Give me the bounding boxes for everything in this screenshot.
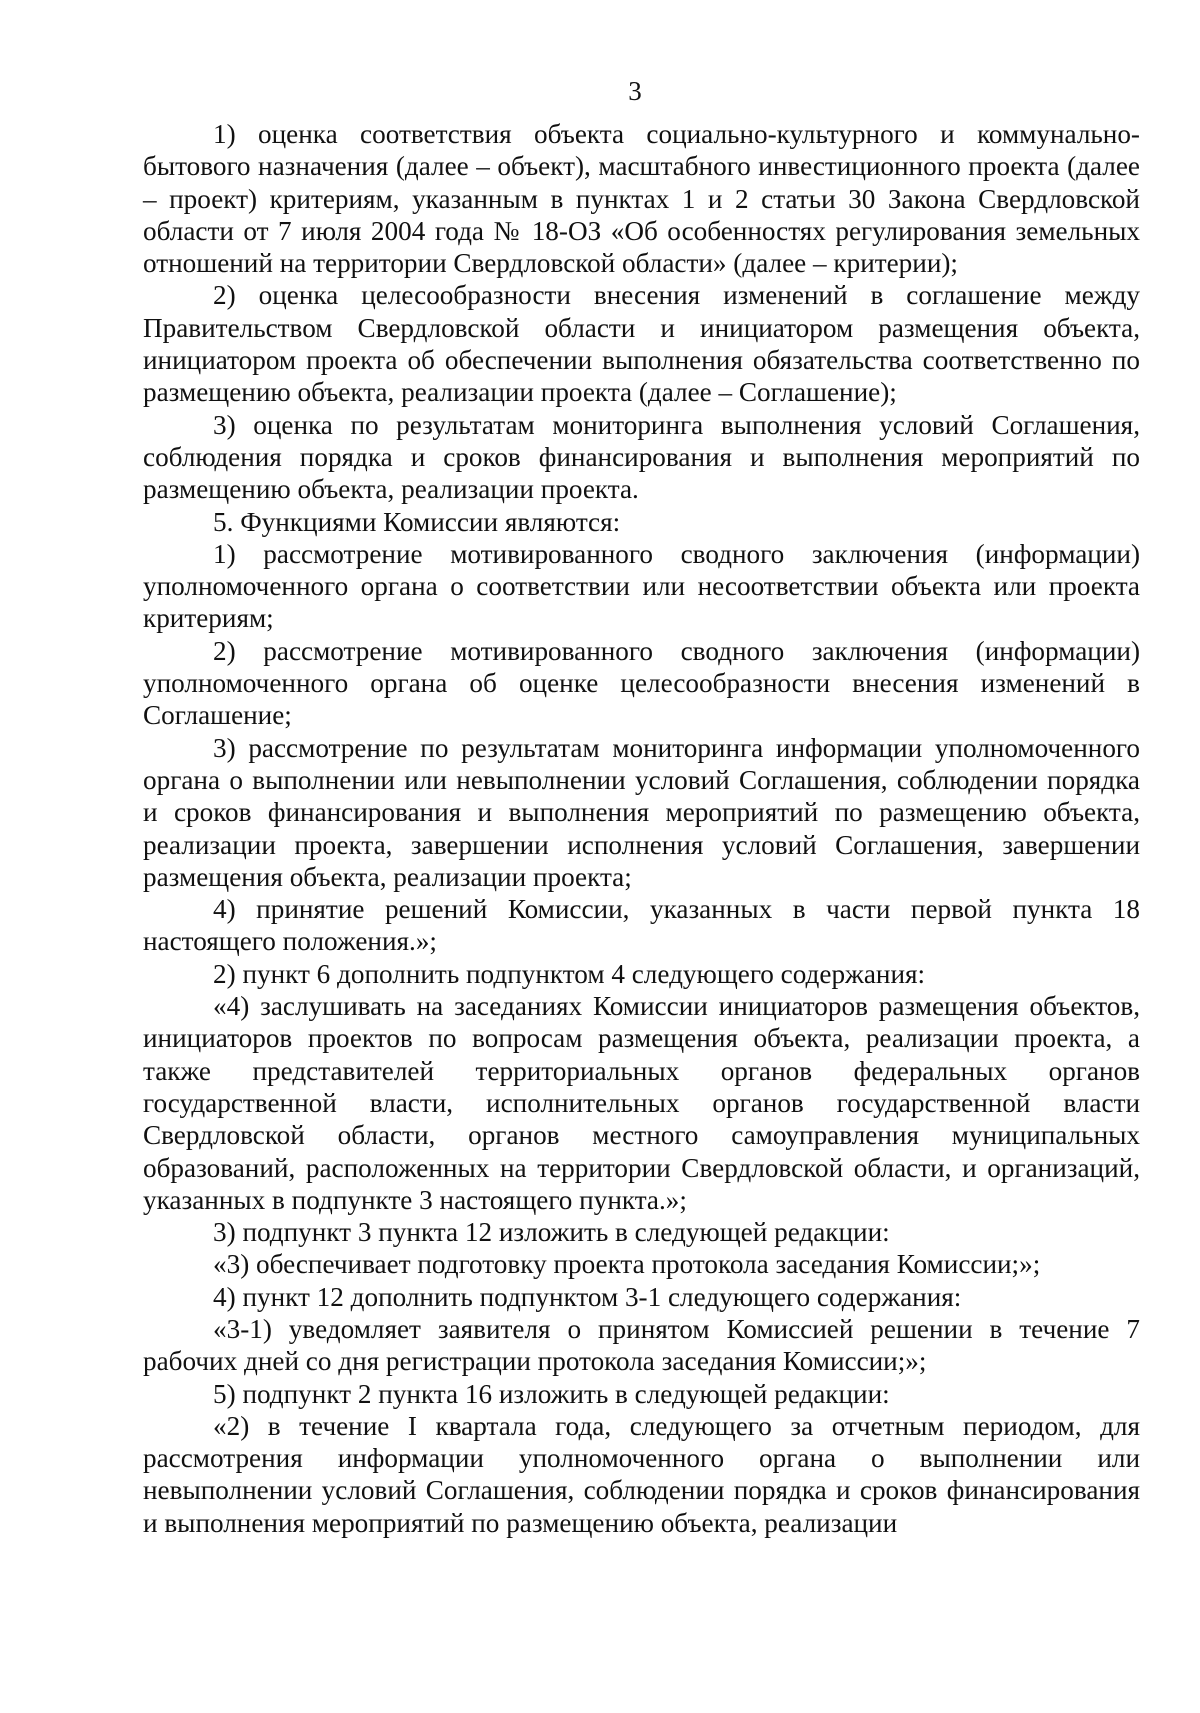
paragraph: 2) рассмотрение мотивированного сводного заключения (информации) уполномоченного органа об оценке целесообразности внесения изменений в Соглашение; [143,635,1140,731]
paragraph: 3) оценка по результатам мониторинга выполнения условий Соглашения, соблюдения порядка и сроков финансирования и выполнения мероприятий по размещению объекта, реализации проекта. [143,409,1140,505]
page-number: 3 [628,76,642,106]
paragraph: 4) принятие решений Комиссии, указанных в части первой пункта 18 настоящего положения.»; [143,894,1140,957]
paragraph: 1) оценка соответствия объекта социально-культурного и коммунально-бытового назначения (далее – объект), масштабного инвестиционного проекта (далее – проект) критериям, указанным в пунктах 1 и 2 статьи 30 Закона Свердловской области от 7 июля 2004 года № 18-ОЗ «Об особенностях регулирования земельных отношений на территории Свердловской области» (далее – критерии); [143,119,1140,279]
paragraph: 2) пункт 6 дополнить подпунктом 4 следующего содержания: [213,958,926,989]
paragraph: 2) оценка целесообразности внесения изменений в соглашение между Правительством Свердловской области и инициатором размещения объекта, инициатором проекта об обеспечении выполнения обязательства соответственно по размещению объекта, реализации проекта (далее – Соглашение); [143,280,1140,408]
paragraph: «4) заслушивать на заседаниях Комиссии инициаторов размещения объектов, инициаторов проектов по вопросам размещения объекта, реализации проекта, а также представителей территориальных органов федеральных органов государственной власти, исполнительных органов государственной власти Свердловской области, органов местного самоуправления муниципальных образований, расположенных на территории Свердловской области, и организаций, указанных в подпункте 3 настоящего пункта.»; [143,991,1140,1215]
document-body [143,118,1140,1539]
section-heading: 5. Функциями Комиссии являются: [213,506,621,537]
paragraph: 4) пункт 12 дополнить подпунктом 3-1 следующего содержания: [213,1281,962,1312]
paragraph: 1) рассмотрение мотивированного сводного заключения (информации) уполномоченного органа о соответствии или несоответствии объекта или проекта критериям; [143,538,1140,634]
paragraph: 5) подпункт 2 пункта 16 изложить в следующей редакции: [213,1378,890,1409]
paragraph: «3) обеспечивает подготовку проекта протокола заседания Комиссии;»; [213,1249,1041,1280]
paragraph: «3-1) уведомляет заявителя о принятом Комиссией решении в течение 7 рабочих дней со дня регистрации протокола заседания Комиссии;»; [143,1313,1140,1377]
paragraph: «2) в течение I квартала года, следующего за отчетным периодом, для рассмотрения информации уполномоченного органа о выполнении или невыполнении условий Соглашения, соблюдении порядка и сроков финансирования и выполнения мероприятий по размещению объекта, реализации [143,1410,1140,1538]
paragraph: 3) рассмотрение по результатам мониторинга информации уполномоченного органа о выполнении или невыполнении условий Соглашения, соблюдении порядка и сроков финансирования и выполнения мероприятий по размещению объекта, реализации проекта, завершении исполнения условий Соглашения, завершении размещения объекта, реализации проекта; [143,732,1140,892]
paragraph: 3) подпункт 3 пункта 12 изложить в следующей редакции: [213,1217,890,1248]
